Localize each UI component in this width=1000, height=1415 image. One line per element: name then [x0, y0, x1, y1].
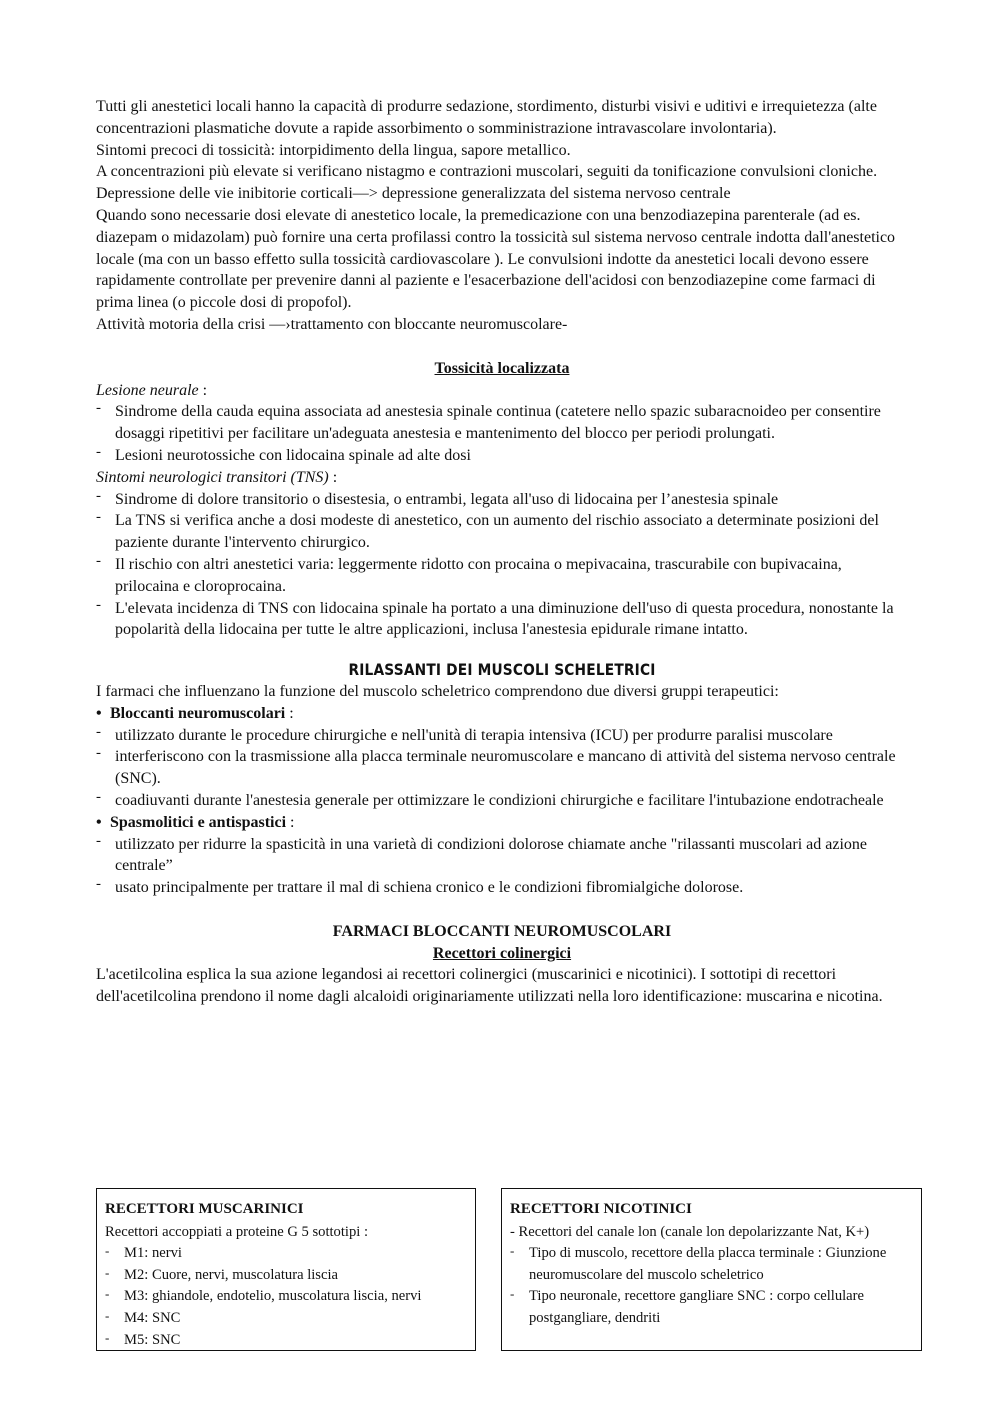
lesione-label-line [96, 380, 908, 402]
list-item-text: L'elevata incidenza di TNS con lidocaina spinale ha portato a una diminuzione dell'uso di questa procedura, nonostante la popolarità della lidocaina per tutte le altre applicazioni, inclusa l'anestesia epidurale rimane intatto. [115, 599, 894, 639]
bullet-mark: • [96, 813, 102, 831]
list-item [96, 598, 908, 642]
dash-mark: - [96, 596, 101, 613]
dash-mark: - [105, 1307, 110, 1323]
list-item [510, 1286, 913, 1329]
list-item [105, 1308, 467, 1330]
list-item [105, 1265, 467, 1287]
dash-mark: - [105, 1243, 110, 1259]
box-list [510, 1243, 913, 1329]
list-item-text: Tipo di muscolo, recettore della placca terminale : Giunzione neuromuscolare del muscolo scheletrico [529, 1245, 887, 1283]
list-item-text: M4: SNC [124, 1309, 181, 1326]
list-item [510, 1243, 913, 1286]
list-item [96, 489, 908, 511]
intro-paragraph-2: Sintomi precoci di tossicità: intorpidimento della lingua, sapore metallico. [96, 141, 571, 159]
dash-mark: - [96, 723, 101, 740]
colon: : [328, 468, 338, 486]
dash-mark: - [96, 876, 101, 893]
list-item-text: utilizzato durante le procedure chirurgiche e nell'unità di terapia intensiva (ICU) per produrre paralisi muscolare [115, 726, 833, 744]
dash-mark: - [105, 1329, 110, 1345]
list-item-text: La TNS si verifica anche a dosi modeste di anestetico, con un aumento del rischio associato a determinate posizioni del paziente durante l'intervento chirurgico. [115, 512, 879, 552]
box-list [105, 1243, 467, 1351]
dash-mark: - [105, 1286, 110, 1302]
group-bloccanti-label: Bloccanti neuromuscolari [110, 704, 286, 722]
box-muscarinici [96, 1188, 476, 1351]
list-item-text: Sindrome della cauda equina associata ad anestesia spinale continua (catetere nello spazic subaracnoideo per consentire dosaggi ripetitivi per facilitare un'adeguata anestesia e mantenimento del blocco per periodi prolungati. [115, 403, 881, 443]
rilassanti-intro: I farmaci che influenzano la funzione del muscolo scheletrico comprendono due diversi gruppi terapeutici: [96, 682, 779, 700]
tns-list [96, 489, 908, 642]
list-item-text: M5: SNC [124, 1331, 181, 1348]
bloccanti-list [96, 725, 908, 812]
intro-paragraph-1: Tutti gli anestetici locali hanno la capacità di produrre sedazione, stordimento, disturbi visivi e uditivi e irrequietezza (alte concentrazioni plasmatiche dovute a rapide assorbimento o somministrazione intravascolare involontaria). [96, 98, 877, 137]
list-item-text: Tipo neuronale, recettore gangliare SNC : corpo cellulare postgangliare, dendriti [529, 1288, 865, 1326]
box-intro: - Recettori del canale lon (canale lon depolarizzante Nat, K+) [510, 1223, 870, 1240]
lesione-label: Lesione neurale [96, 381, 199, 399]
colon: : [198, 381, 208, 399]
list-item [96, 725, 908, 747]
dash-mark: - [96, 788, 101, 805]
intro-paragraph-3: A concentrazioni più elevate si verificano nistagmo e contrazioni muscolari, seguiti da tonificazione convulsioni cloniche. [96, 163, 878, 181]
list-item [96, 445, 908, 467]
list-item [96, 790, 908, 812]
dash-mark: - [96, 509, 101, 526]
list-item [96, 401, 908, 445]
list-item-text: Lesioni neurotossiche con lidocaina spinale ad alte dosi [115, 446, 471, 464]
intro-paragraph-4: Depressione delle vie inibitorie corticali—> depressione generalizzata del sistema nervoso centrale [96, 185, 731, 203]
dash-mark: - [96, 552, 101, 569]
box-title: RECETTORI MUSCARINICI [105, 1201, 304, 1217]
list-item-text: utilizzato per ridurre la spasticità in una varietà di condizioni dolorose chiamate anche "rilassanti muscolari ad azione centrale” [115, 835, 868, 875]
intro-paragraph-5: Quando sono necessarie dosi elevate di anestetico locale, la premedicazione con una benzodiazepina parenterale (ad es. diazepam o midazolam) può fornire una certa profilassi contro la tossicità sul sistema nervoso centrale indotta dall'anestetico locale (ma con un basso effetto sulla tossicità cardiovascolare ). Le convulsioni indotte da anestetici locali devono essere rapidamente controllate per prevenire danni al paziente e l'esacerbazione dell'acidosi con benzodiazepine come farmaci di prima linea (o piccole dosi di propofol). [96, 206, 896, 312]
section-heading-rilassanti: RILASSANTI DEI MUSCOLI SCHELETRICI [348, 660, 656, 680]
box-intro: Recettori accoppiati a proteine G 5 sottotipi : [105, 1223, 369, 1240]
lesione-list [96, 401, 908, 466]
dash-mark: - [96, 832, 101, 849]
box-nicotinici [501, 1188, 922, 1351]
list-item [105, 1330, 467, 1352]
group-spasmolitici-label-line [96, 812, 908, 834]
box-title: RECETTORI NICOTINICI [510, 1201, 692, 1217]
group-spasmolitici-label: Spasmolitici e antispastici [110, 813, 287, 831]
list-item [105, 1243, 467, 1265]
dash-mark: - [96, 400, 101, 417]
subheading-recettori: Recettori colinergici [432, 944, 572, 962]
intro-paragraph-6: Attività motoria della crisi —›trattamento con bloccante neuromuscolare- [96, 315, 568, 333]
dash-mark: - [510, 1243, 515, 1259]
dash-mark: - [105, 1264, 110, 1280]
dash-mark: - [96, 487, 101, 504]
list-item [96, 554, 908, 598]
list-item [96, 834, 908, 878]
farmaci-paragraph: L'acetilcolina esplica la sua azione legandosi ai recettori colinergici (muscarinici e nicotinici). I sottotipi di recettori dell'acetilcolina prendono il nome dagli alcaloidi originariamente utilizzati nella loro identificazione: muscarina e nicotina. [96, 966, 883, 1006]
receptor-boxes [96, 1188, 922, 1354]
spasmolitici-list [96, 834, 908, 899]
tns-label: Sintomi neurologici transitori (TNS) [96, 468, 329, 486]
section-heading-farmaci: FARMACI BLOCCANTI NEUROMUSCOLARI [332, 922, 672, 940]
group-bloccanti-label-line [96, 703, 908, 725]
list-item [96, 510, 908, 554]
list-item-text: M1: nervi [124, 1245, 182, 1262]
document-page [96, 96, 908, 1008]
tns-label-line [96, 467, 908, 489]
colon: : [286, 813, 295, 831]
list-item-text: Il rischio con altri anestetici varia: leggermente ridotto con procaina o mepivacaina, trascurabile con bupivacaina, prilocaina e cloroprocaina. [115, 555, 842, 595]
list-item-text: coadiuvanti durante l'anestesia generale per ottimizzare le condizioni chirurgiche e facilitare l'intubazione endotracheale [115, 791, 884, 809]
bullet-mark: • [96, 704, 102, 722]
list-item [96, 746, 908, 790]
list-item-text: M2: Cuore, nervi, muscolatura liscia [124, 1266, 338, 1283]
list-item-text: M3: ghiandole, endotelio, muscolatura liscia, nervi [124, 1288, 422, 1305]
dash-mark: - [96, 443, 101, 460]
list-item-text: interferiscono con la trasmissione alla placca terminale neuromuscolare e mancano di attività del sistema nervoso centrale (SNC). [115, 748, 896, 788]
section-heading-tossicita: Tossicità localizzata [434, 359, 570, 377]
list-item-text: usato principalmente per trattare il mal di schiena cronico e le condizioni fibromialgiche dolorose. [115, 879, 744, 897]
list-item-text: Sindrome di dolore transitorio o disestesia, o entrambi, legata all'uso di lidocaina per l’anestesia spinale [115, 490, 779, 508]
dash-mark: - [510, 1286, 515, 1302]
list-item [105, 1286, 467, 1308]
colon: : [285, 704, 294, 722]
dash-mark: - [96, 745, 101, 762]
list-item [96, 877, 908, 899]
